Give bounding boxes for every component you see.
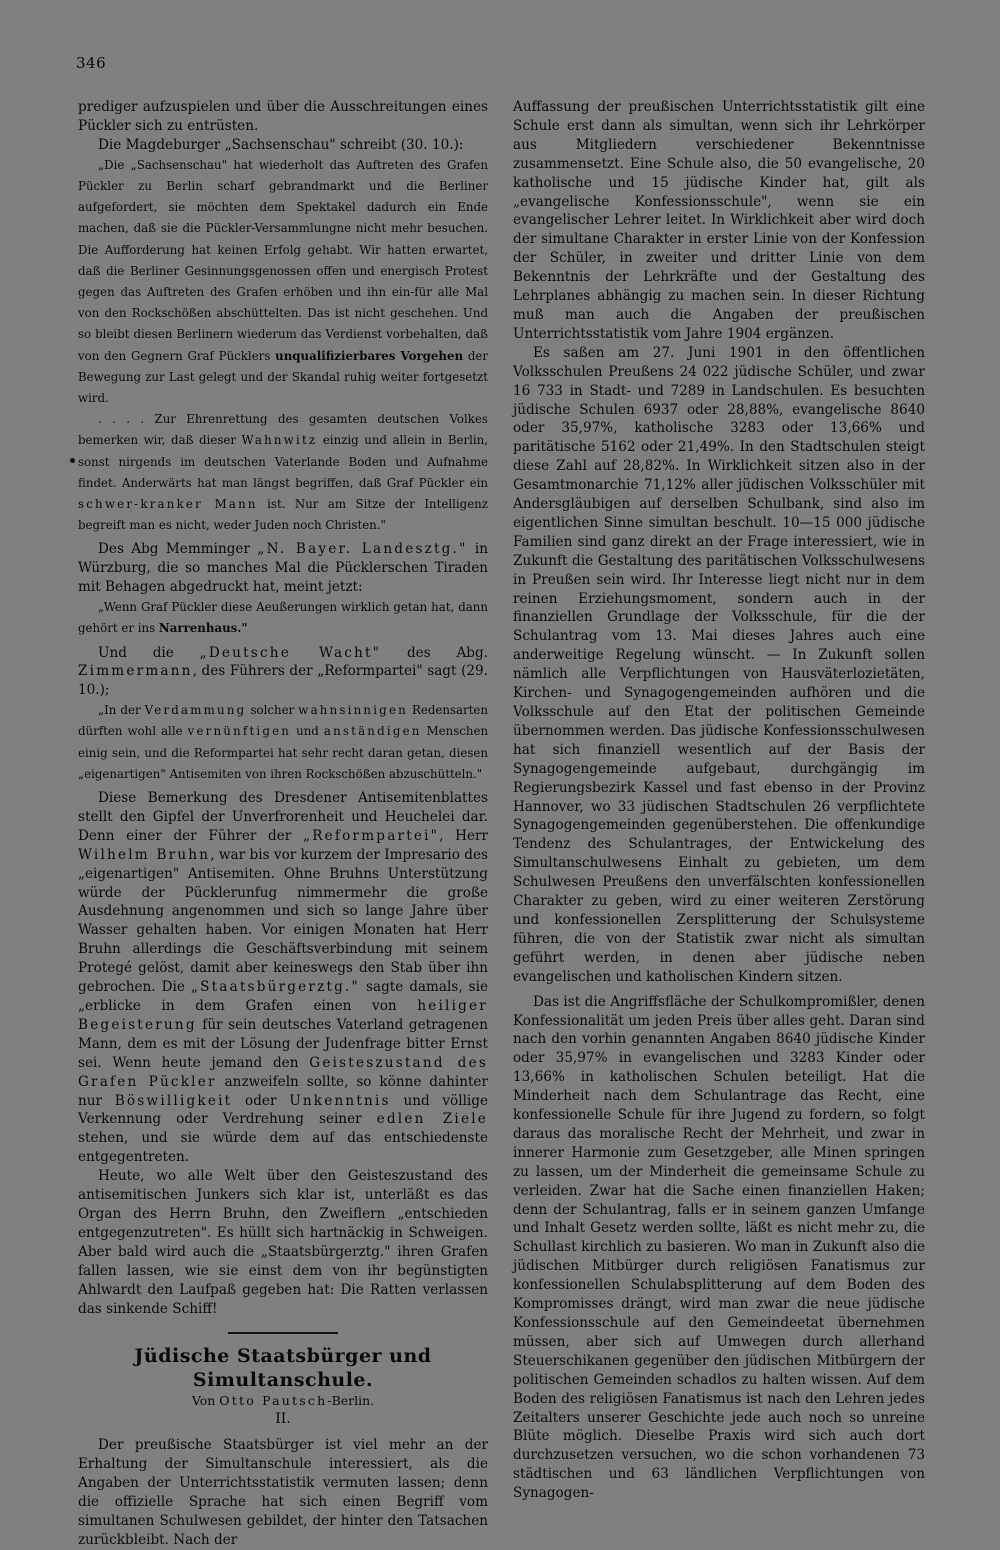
paragraph (78, 540, 488, 597)
text: , Herr (439, 827, 488, 844)
text: stehen, und sie würde dem auf das entschiedenste entgegentreten. (78, 1130, 488, 1166)
article-title: Jüdische Staatsbürger und Simultanschule. (134, 1345, 432, 1392)
spaced-text: Unkenntnis (289, 1092, 391, 1109)
quote-text: ist. Nur am Sitze der Intelligenz begreift man es nicht, weder Juden noch Christen." (78, 496, 488, 533)
emphasized-text: unqualifizierbares Vorgehen (275, 348, 464, 363)
text: , war bis vor kurzem der Impresario des „eigenartigen" Antisemiten. Ohne Bruhns Unterstützung würde der Pücklerunfug nimmermehr die große Ausdehnung angenommen und sich so lange Jahre über Wasser gehalten haben. Vor einigen Monaten hat Herr Bruhn allerdings die Geschäftsverbindung mit seinem Protegé gelöst, damit aber keineswegs den Stab über ihn gebrochen. Die (78, 846, 488, 996)
spaced-text: edlen Ziele (376, 1111, 488, 1128)
quote-text: „Die „Sachsenschau" hat wiederholt das Auftreten des Grafen Pückler zu Berlin scharf gebrandmarkt und die Berliner aufgefordert, sie möchten dem Spektakel dadurch ein Ende machen, daß sie die Pückler-Versammlungne nicht mehr besuchen. Die Aufforderung hat keinen Erfolg gehabt. Wir hatten erwartet, daß die Berliner Gesinnungsgenossen offen und energisch Protest gegen das Auftreten des Grafen erhöben und ihn ein-für alle Mal von den Rockschößen abschüttelten. Das ist nicht geschehen. Und so bleibt diesen Berlinern wiederum das Verdienst vorbehalten, daß von den Gegnern Graf Pücklers (78, 157, 488, 363)
author-name: Otto Pautsch (219, 1393, 328, 1409)
quote-text: „In der (98, 703, 141, 718)
part-number: II. (275, 1411, 291, 1428)
paragraph (78, 789, 488, 1167)
quote-text: der Bewegung zur Last gelegt und der Skandal ruhig weiter fortgesetzt wird. (78, 348, 489, 405)
quote-paragraph (78, 597, 488, 639)
quote-paragraph (78, 155, 488, 409)
spaced-text: heiliger Begeisterung (78, 998, 488, 1033)
paragraph: Es saßen am 27. Juni 1901 in den öffentlichen Volksschulen Preußens 24 022 jüdische Schüler, und zwar 16 733 in Stadt- und 7289 in Landschulen. Es besuchten jüdische Schulen 6937 oder 28,88%, evangelische 8640 oder 35,97%, katholische 3283 oder 13,66% und paritätische 5162 oder 21,49%. In den Stadtschulen steigt diese Zahl auf 28,82%. In Wirklichkeit sitzen also in der Gesamtmonarchie 71,12% aller jüdischen Volksschüler mit Andersgläubigen auf derselben Schulbank, sind also im eigentlichen Sinne simultan beschult. 10—15 000 jüdische Familien sind ganz direkt an der Frage interessiert, wie in Zukunft die Gestaltung des paritätischen Volksschulwesens in Preußen sein wird. Ihr Interesse liegt nicht nur in dem reinen Erziehungsmoment, sondern auch in der finanziellen Grundlage der Volksschule, für die der Schulantrag vom 13. Mai dieses Jahres auch eine anderweitige Regelung wünscht. — In Zukunft sollen nämlich alle Verpflichtungen von Hausväterlozietäten, Kirchen- und Synagogengemeinden aufhören und die Volksschule auf den Etat der politischen Gemeinde übernommen werden. Das jüdische Konfessionsschulwesen hat sich finanziell wesentlich auf der Basis der Synagogengemeinde aufgebaut, durchgängig im Regierungsbezirk Kassel und fast ebenso in der Provinz Hannover, wo 33 jüdischen Stadtschulen 26 verpflichtete Synagogengemeinden gegenüberstehen. Die offenkundige Tendenz des Schulantrages, der Entwickelung des Simultanschulwesens Einhalt zu gebieten, um dem Schulwesen Preußens den unverfälschten konfessionellen Charakter zu geben, wird zu einer weiteren Zerstörung und konfessionellen Zersplitterung der Schulsysteme führen, die von der Statistik zwar nicht als simultan geführt werden, in denen aber jüdische neben evangelischen und katholischen Kindern sitzen. (513, 344, 925, 985)
paragraph: Das ist die Angriffsfläche der Schulkompromißler, denen Konfessionalität um jeden Preis über alles geht. Daran sind nach den vorhin genannten Angaben 8640 jüdische Kinder oder 35,97% in evangelischen und 3283 Kinder oder 13,66% in katholischen Schulen beteiligt. Hat die Minderheit nach dem Schulantrage das Recht, eine konfessionelle Schule für ihre Jugend zu fordern, so folgt daraus das moralische Recht der Mehrheit, und zwar in innerer Harmonie zum Gesetzgeber, alle Minen springen zu lassen, um der Minderheit die gemeinsame Schule zu verleiden. Zwar hat die Sache einen finanziellen Haken; denn der Schulantrag, falls er in seinem ganzen Umfange und Inhalt Gesetz werden sollte, läßt es nicht mehr zu, die Schullast kirchlich zu basieren. Wo man in Zukunft also die jüdischen Mitbürger durch religiösen Fanatismus zur konfessionellen Schulabsplitterung auf dem Boden des Kompromisses drängt, wird man zwar die neue jüdische Konfessionsschule auf den Gemeindeetat übernehmen müssen, aber sich auf Umwegen durch allerhand Steuerschikanen gegenüber den jüdischen Mitbürgern der politischen Gemeinden schadlos zu halten wissen. Auf dem Boden des religiösen Fanatismus ist nach den Lehren jedes Zeitalters unserer Geschichte jede auch noch so unreine Blüte möglich. Dieselbe Praxis wird sich auch dort durchzusetzen versuchen, wo die schon vorhandenen 73 städtischen und 63 ländlichen Verpflichtungen von Synagogen- (513, 993, 925, 1502)
text: sagte damals, sie „erblicke in dem Grafen einen von (78, 979, 489, 1014)
spaced-text: schwer-kranker Mann (78, 496, 258, 511)
quote-text: solcher (250, 703, 295, 718)
quote-text: „Wenn Graf Pückler diese Aeußerungen wirklich getan hat, dann gehört er ins (78, 600, 488, 636)
text: in Würzburg, die so manches Mal die Pücklerschen Tiraden mit Behagen abgedruckt hat, meint jetzt: (78, 541, 488, 596)
paragraph: Der preußische Staatsbürger ist viel mehr an der Erhaltung der Simultanschule interessiert, als die Angaben der Unterrichtsstatistik vermuten lassen; denn die offizielle Sprache hat sich einen Begriff vom simultanen Schulwesen gebildet, der hinter den Tatsachen zurückbleibt. Nach der (78, 1437, 488, 1548)
paragraph: Auffassung der preußischen Unterrichtsstatistik gilt eine Schule erst dann als simultan, wenn sich ihr Lehrkörper aus Mitgliedern verschiedener Bekenntnisse zusammensetzt. Eine Schule also, die 50 evangelische, 20 katholische und 15 jüdische Kinder hat, gilt als „evangelische Konfessionsschule", wenn sie ein evangelischer Lehrer leitet. In Wirklichkeit aber wird doch der simultane Charakter in erster Linie von der Konfession der Schüler, in zweiter und dritter Linie von dem Bekenntnis der Lehrkräfte und der Gestaltung des Lehrplanes abhängig zu machen sein. In dieser Richtung muß man auch die Angaben der preußischen Unterrichtsstatistik vom Jahre 1904 ergänzen. (513, 99, 925, 342)
emphasized-text: Narrenhaus." (158, 621, 248, 636)
spaced-text: Verdammung (144, 703, 247, 718)
text: anzweifeln sollte, so könne dahinter nur (78, 1073, 488, 1109)
text: und völlige Verkennung oder Verdrehung seiner (78, 1092, 489, 1128)
text: oder (245, 1092, 277, 1109)
quote-text: Menschen einig sein, und die Reformpartei hat sehr recht daran getan, diesen „eigenartigen" Antisemiten von ihren Rockschößen abzuschütteln." (78, 724, 489, 781)
text: des Abg. (406, 644, 489, 661)
text: Und die (98, 644, 174, 661)
spaced-text: vernünftigen (187, 724, 292, 739)
spaced-text: Zimmermann (78, 663, 193, 680)
left-column (78, 98, 488, 1550)
spaced-text: wahnsinnigen (298, 703, 408, 718)
text: für sein deutsches Vaterland getragenen Mann, dem es mit der Lösung der Judenfrage bitter Ernst sei. Wenn heute jemand den (78, 1016, 488, 1071)
spaced-text: „Deutsche Wacht" (199, 644, 382, 661)
page-number: 346 (76, 54, 107, 72)
paragraph: Die Magdeburger „Sachsenschau" schreibt (30. 10.): (98, 136, 464, 153)
spaced-text: „Reformpartei" (302, 827, 440, 844)
spaced-text: „Staatsbürgerztg." (190, 979, 361, 996)
quote-text: einzig und allein in Berlin, sonst nirgends im deutschen Vaterlande Boden und Aufnahme findet. Anderwärts hat man längst begriffen, daß Graf Pückler ein (78, 433, 489, 490)
quote-paragraph (78, 409, 488, 536)
quote-text: und (296, 724, 319, 739)
paragraph: Heute, wo alle Welt über den Geisteszustand des antisemitischen Junkers sich klar ist, unterläßt es das Organ des Herrn Bruhn, den Zweiflern „entschieden entgegenzutreten". Es hüllt sich hartnäckig in Schweigen. Aber bald wird auch die „Staatsbürgerztg." ihren Grafen fallen lassen, wie sie einst dem von ihr begünstigten Ahlwardt den Laufpaß gegeben hat: Die Ratten verlassen das sinkende Schiff! (78, 1168, 488, 1317)
spaced-text: „N. Bayer. Landesztg." (257, 541, 468, 558)
quote-paragraph (78, 700, 488, 785)
section-divider (228, 1332, 338, 1334)
margin-dot (70, 458, 75, 463)
spaced-text: Geisteszustand des Grafen Pückler (78, 1054, 488, 1090)
quote-text: Redensarten dürften wohl alle (78, 703, 489, 739)
quote-text: . . . . Zur Ehrenrettung des gesamten deutschen Volkes bemerken wir, daß dieser (78, 412, 488, 448)
byline-suffix: -Berlin. (327, 1393, 375, 1409)
spaced-text: Wilhelm Bruhn (78, 846, 211, 863)
right-column (513, 98, 925, 1503)
text: Des Abg Memminger (98, 541, 250, 558)
text: Diese Bemerkung des Dresdener Antisemitenblattes stellt den Gipfel der Unverfrorenheit und Heuchelei dar. Denn einer der Führer der (78, 790, 488, 844)
paragraph: prediger aufzuspielen und über die Ausschreitungen eines Pückler sich zu entrüsten. (78, 99, 488, 134)
spaced-text: Wahnwitz (241, 433, 318, 448)
byline-prefix: Von (191, 1393, 216, 1409)
byline (78, 1392, 488, 1410)
spaced-text: Böswilligkeit (114, 1092, 233, 1109)
spaced-text: anständigen (323, 724, 422, 739)
text: , des Führers der „Reformpartei" sagt (29. 10.); (78, 663, 488, 699)
paragraph (78, 644, 488, 701)
